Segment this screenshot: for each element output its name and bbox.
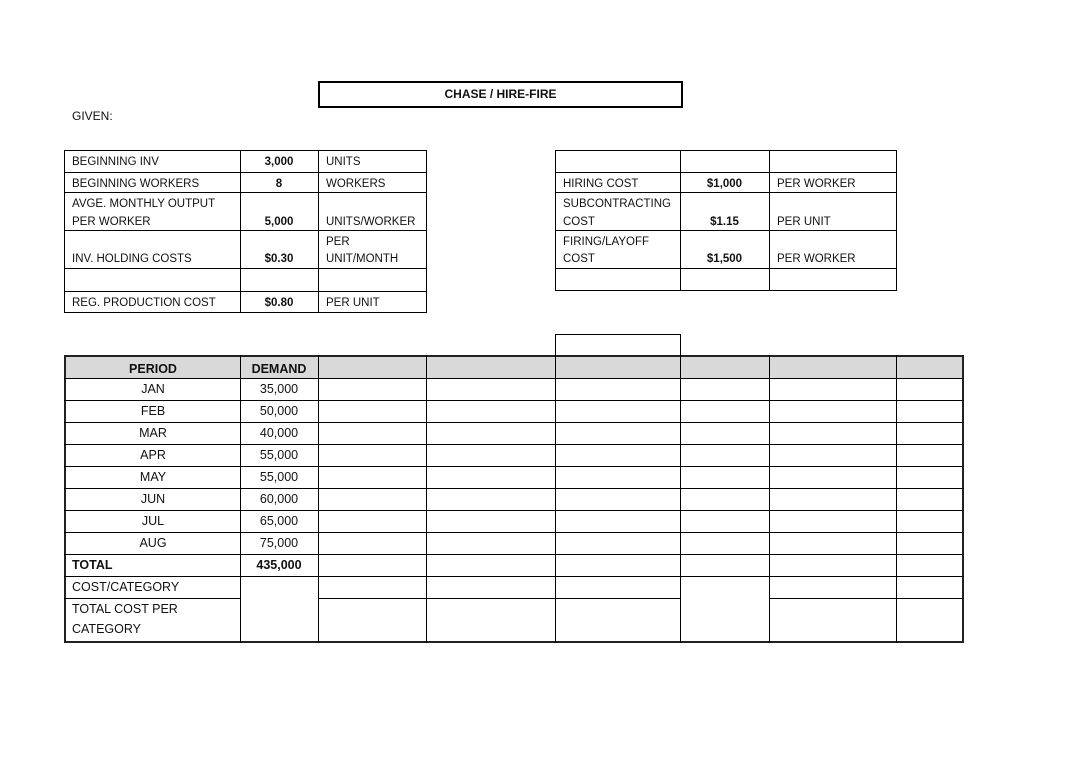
holding-cost-label: INV. HOLDING COSTS [72,253,192,265]
avg-output-value: 5,000 [264,216,294,228]
hiring-cost-label: HIRING COST [563,178,639,190]
beginning-workers-value: 8 [275,178,283,190]
beginning-inv-value: 3,000 [264,156,294,168]
holding-cost-unit-1: PER [326,236,350,248]
demand-cell: 55,000 [259,448,299,462]
subcontract-cost-value: $1.15 [710,216,739,228]
total-demand: 435,000 [256,558,302,572]
demand-cell: 50,000 [259,404,299,418]
total-label: TOTAL [72,558,113,572]
demand-cell: 75,000 [259,536,299,550]
holding-cost-unit-2: UNIT/MONTH [326,253,399,265]
period-cell: AUG [139,536,167,550]
demand-cell: 40,000 [259,426,299,440]
firing-cost-unit: PER WORKER [777,253,856,265]
beginning-workers-label: BEGINNING WORKERS [72,178,200,190]
period-header: PERIOD [129,362,177,376]
demand-cell: 60,000 [259,492,299,506]
period-cell: JAN [141,382,165,396]
sheet-title: CHASE / HIRE-FIRE [318,81,683,108]
total-cost-label-1: TOTAL COST PER [72,602,178,616]
period-cell: MAY [139,470,167,484]
demand-cell: 55,000 [259,470,299,484]
period-cell: APR [140,448,166,462]
beginning-inv-unit: UNITS [326,156,361,168]
subcontract-cost-label-1: SUBCONTRACTING [563,198,671,210]
beginning-workers-unit: WORKERS [326,178,386,190]
firing-cost-label-2: COST [563,253,595,265]
period-cell: MAR [139,426,167,440]
reg-production-cost-label: REG. PRODUCTION COST [72,297,216,309]
firing-cost-value: $1,500 [706,253,743,265]
subcontract-cost-unit: PER UNIT [777,216,831,228]
subcontract-cost-label-2: COST [563,216,595,228]
reg-production-cost-value: $0.80 [264,297,294,309]
cost-category-label: COST/CATEGORY [72,580,180,594]
beginning-inv-label: BEGINNING INV [72,156,159,168]
period-cell: JUL [141,514,165,528]
holding-cost-value: $0.30 [264,253,294,265]
period-cell: FEB [140,404,166,418]
hiring-cost-unit: PER WORKER [777,178,856,190]
demand-cell: 65,000 [259,514,299,528]
hiring-cost-value: $1,000 [706,178,743,190]
avg-output-unit: UNITS/WORKER [326,216,416,228]
total-cost-label-2: CATEGORY [72,622,141,636]
reg-production-cost-unit: PER UNIT [326,297,380,309]
demand-cell: 35,000 [259,382,299,396]
avg-output-label-1: AVGE. MONTHLY OUTPUT [72,198,216,210]
period-cell: JUN [140,492,166,506]
demand-header: DEMAND [251,362,307,376]
avg-output-label-2: PER WORKER [72,216,151,228]
firing-cost-label-1: FIRING/LAYOFF [563,236,650,248]
given-label: GIVEN: [72,109,113,123]
